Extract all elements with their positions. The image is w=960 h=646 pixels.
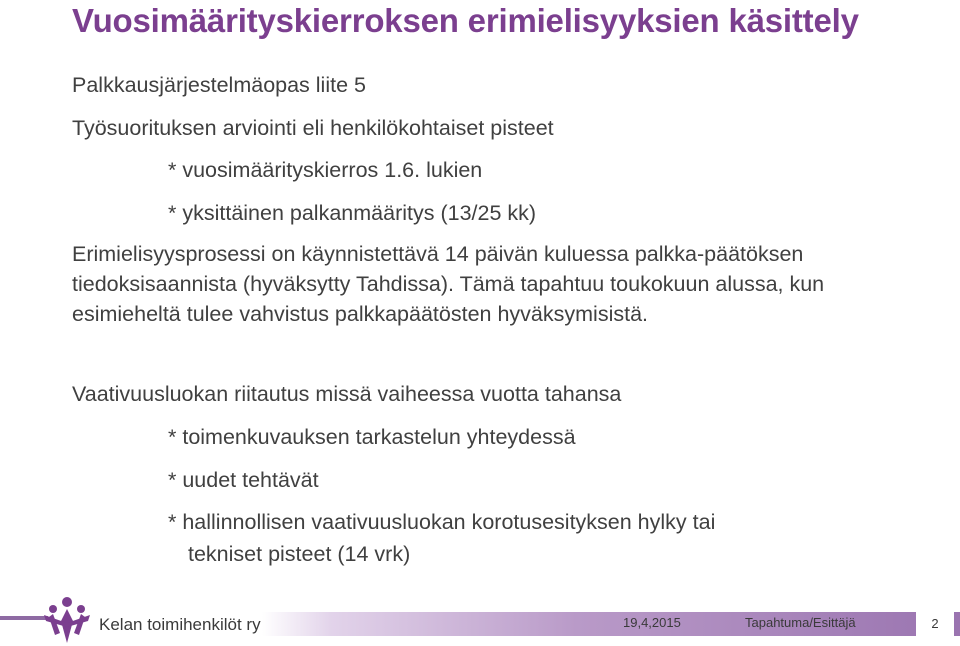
footer-date: 19,4,2015: [623, 615, 681, 630]
bullet-job-description: * toimenkuvauksen tarkastelun yhteydessä: [168, 425, 576, 449]
bullet-rejection-line2: tekniset pisteet (14 vrk): [188, 542, 411, 566]
footer-event: Tapahtuma/Esittäjä: [745, 615, 856, 630]
classification-heading: Vaativuusluokan riitautus missä vaiheessa vuotta tahansa: [72, 382, 622, 406]
guide-reference: Palkkausjärjestelmäopas liite 5: [72, 73, 366, 97]
bullet-rejection: [168, 506, 888, 570]
performance-heading: Työsuorituksen arviointi eli henkilökohtaiset pisteet: [72, 116, 554, 140]
page-number: 2: [916, 612, 954, 636]
bullet-rejection-line1: * hallinnollisen vaativuusluokan korotusesityksen hylky tai: [168, 510, 716, 534]
dispute-paragraph: Erimielisyysprosessi on käynnistettävä 14 päivän kuluessa palkka-päätöksen tiedoksisaannista (hyväksytty Tahdissa). Tämä tapahtuu toukokuun alussa, kun esimieheltä tulee vahvistus palkkapäätösten hyväksymisistä.: [72, 242, 825, 326]
bullet-annual-round: * vuosimäärityskierros 1.6. lukien: [168, 158, 483, 182]
bullet-single-salary: * yksittäinen palkanmääritys (13/25 kk): [168, 201, 537, 225]
bullet-new-tasks: * uudet tehtävät: [168, 468, 319, 492]
slide-title: Vuosimääritysk​ierroksen erimielisyyksien käsittely: [72, 2, 859, 39]
logo-text: Kelan toimihenkilöt ry: [99, 615, 261, 634]
